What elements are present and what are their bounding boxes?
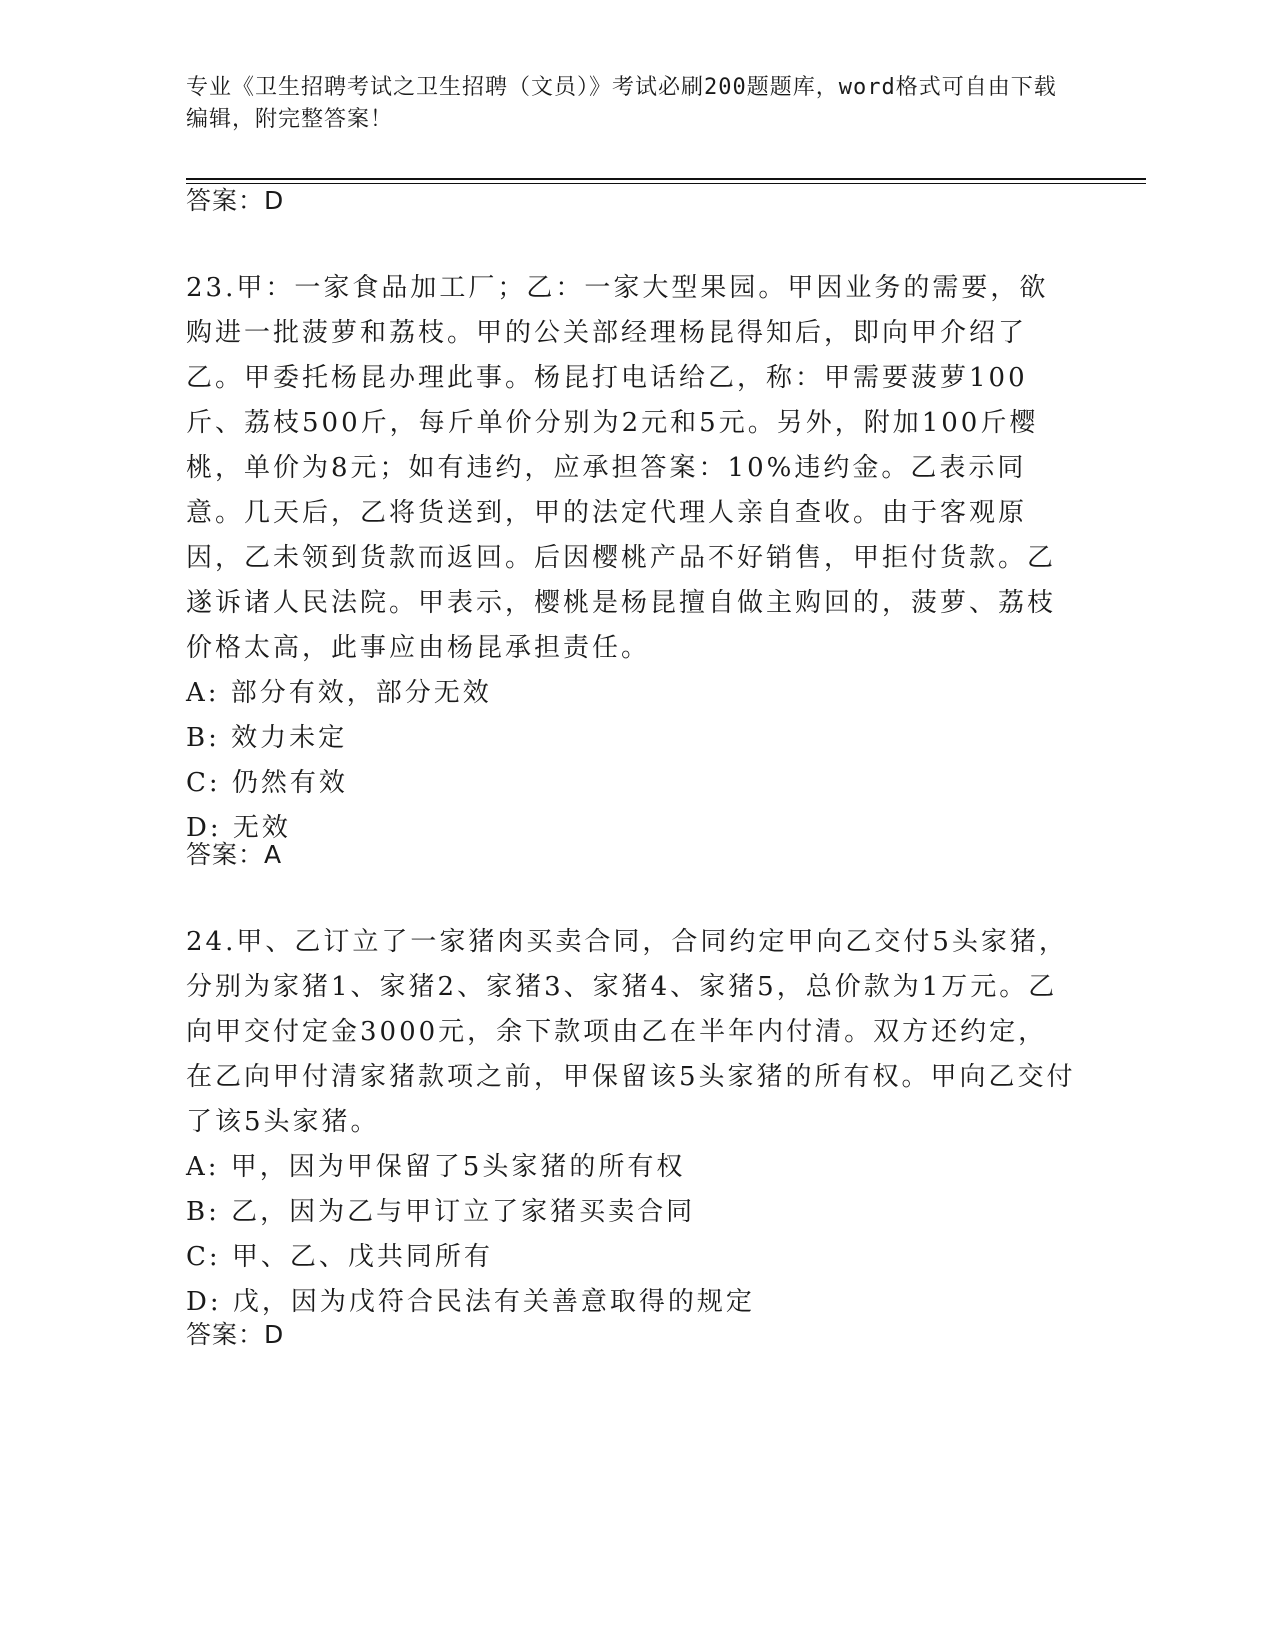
header-divider-thin <box>186 183 1146 184</box>
option-b: B: 效力未定 <box>186 723 348 753</box>
previous-answer: 答案：D <box>186 186 285 215</box>
document-header: 专业《卫生招聘考试之卫生招聘（文员）》考试必刷200题题库，word格式可自由下载编辑，附完整答案！ <box>186 75 1057 132</box>
option-a: A: 部分有效，部分无效 <box>186 678 492 708</box>
question-stem: 23.甲：一家食品加工厂；乙：一家大型果园。甲因业务的需要，欲购进一批菠萝和荔枝。甲的公关部经理杨昆得知后，即向甲介绍了乙。甲委托杨昆办理此事。杨昆打电话给乙，称：甲需要菠萝100斤、荔枝500斤，每斤单价分别为2元和5元。另外，附加100斤樱桃，单价为8元；如有违约，应承担答案：10%违约金。乙表示同意。几天后，乙将货送到，甲的法定代理人亲自查收。由于客观原因，乙未领到货款而返回。后因樱桃产品不好销售，甲拒付货款。乙遂诉诸人民法院。甲表示，樱桃是杨昆擅自做主购回的，菠萝、荔枝价格太高，此事应由杨昆承担责任。 <box>186 273 1057 663</box>
question-stem: 24.甲、乙订立了一家猪肉买卖合同，合同约定甲向乙交付5头家猪，分别为家猪1、家猪2、家猪3、家猪4、家猪5，总价款为1万元。乙向甲交付定金3000元，余下款项由乙在半年内付清。双方还约定，在乙向甲付清家猪款项之前，甲保留该5头家猪的所有权。甲向乙交付了该5头家猪。 <box>186 927 1076 1137</box>
option-c: C: 仍然有效 <box>186 768 348 798</box>
option-b: B: 乙，因为乙与甲订立了家猪买卖合同 <box>186 1197 696 1227</box>
option-a: A: 甲，因为甲保留了5头家猪的所有权 <box>186 1152 686 1182</box>
question-24 <box>186 920 1076 1325</box>
question-23 <box>186 266 1076 851</box>
header-divider <box>186 178 1146 180</box>
option-c: C: 甲、乙、戊共同所有 <box>186 1242 493 1272</box>
option-d: D: 无效 <box>186 813 291 843</box>
answer-24: 答案：D <box>186 1320 285 1349</box>
option-d: D: 戊，因为戊符合民法有关善意取得的规定 <box>186 1287 755 1317</box>
answer-23: 答案：A <box>186 840 283 869</box>
